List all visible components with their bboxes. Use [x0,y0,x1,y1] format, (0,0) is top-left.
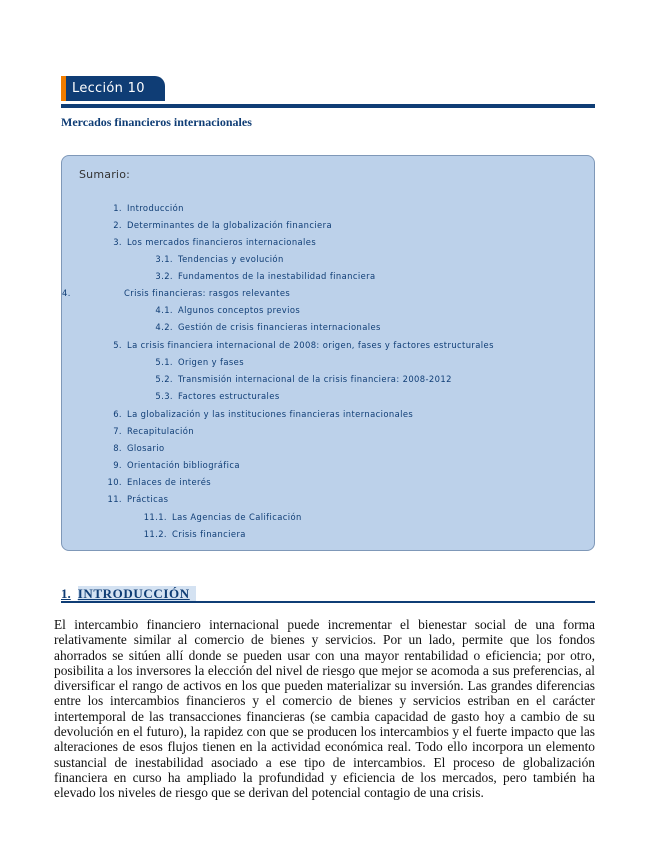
toc-item-text: La crisis financiera internacional de 2008: origen, fases y factores estructurales [127,340,494,350]
toc-item-text: La globalización y las instituciones financieras internacionales [127,409,414,419]
toc-item-4[interactable] [62,288,290,299]
summary-box [61,155,595,551]
toc-item-number: 3. [113,237,122,247]
toc-item-number: 11.2. [143,529,167,539]
toc-item-number: 1. [113,203,122,213]
toc-item-number: 2. [113,220,122,230]
lesson-subtitle: Mercados financieros internacionales [61,115,252,129]
toc-item-text: Prácticas [127,494,169,504]
toc-item-number: 3.2. [155,271,173,281]
toc-item-text: Algunos conceptos previos [178,305,301,315]
toc-item-number: 8. [113,443,122,453]
toc-item-text: Origen y fases [178,357,244,367]
toc-item-text: Tendencias y evolución [178,254,284,264]
toc-item-3-1[interactable] [133,254,284,265]
toc-item-6[interactable] [62,409,413,420]
toc-item-number: 5.2. [155,374,173,384]
toc-item-7[interactable] [62,426,194,437]
toc-item-text: Gestión de crisis financieras internacionales [178,322,381,332]
toc-item-number: 3.1. [155,254,173,264]
toc-item-number: 5.3. [155,391,173,401]
lesson-label: Lección 10 [61,76,165,101]
toc-item-text: Determinantes de la globalización financiera [127,220,332,230]
toc-item-4-2[interactable] [133,322,381,333]
toc-item-text: Fundamentos de la inestabilidad financiera [178,271,376,281]
toc-item-text: Crisis financieras: rasgos relevantes [124,288,291,298]
toc-item-text: Crisis financiera [172,529,246,539]
toc-item-text: Enlaces de interés [127,477,212,487]
toc-item-11-1[interactable] [127,512,302,523]
toc-item-1[interactable] [62,203,184,214]
toc-item-text: Introducción [127,203,184,213]
toc-item-5-1[interactable] [133,357,244,368]
toc-item-9[interactable] [62,460,240,471]
toc-item-number: 5.1. [155,357,173,367]
toc-item-text: Factores estructurales [178,391,280,401]
toc-item-number: 10. [107,477,122,487]
toc-item-10[interactable] [62,477,211,488]
toc-item-5-2[interactable] [133,374,452,385]
toc-item-number: 4. [62,288,71,298]
toc-item-number: 5. [113,340,122,350]
toc-item-number: 4.1. [155,305,173,315]
toc-item-text: Transmisión internacional de la crisis financiera: 2008-2012 [178,374,452,384]
lesson-divider [61,104,595,108]
toc-item-5-3[interactable] [133,391,280,402]
toc-item-text: Glosario [127,443,165,453]
toc-item-number: 11. [107,494,122,504]
toc-item-3-2[interactable] [133,271,376,282]
section-heading-introduccion [61,587,595,603]
toc-item-5[interactable] [62,340,494,351]
toc-item-2[interactable] [62,220,332,231]
toc-item-text: Las Agencias de Calificación [172,512,302,522]
toc-item-number: 9. [113,460,122,470]
toc-item-text: Orientación bibliográfica [127,460,240,470]
toc-item-text: Recapitulación [127,426,194,436]
toc-item-number: 11.1. [143,512,167,522]
toc-item-number: 4.2. [155,322,173,332]
toc-item-4-1[interactable] [133,305,300,316]
introduction-paragraph: El intercambio financiero internacional puede incrementar el bienestar social de una forma relativamente similar al comercio de bienes y servicios. Por un lado, permite que los fondos ahorrados se sitúen allí donde se pueden usar con una mayor rentabilidad o eficiencia; por otro, posibilita a los inversores la elección del nivel de riesgo que mejor se acomoda a sus preferencias, al diversificar el rango de activos en los que pueden materializar su inversión. Las grandes diferencias entre los intercambios financieros y el comercio de bienes y servicios estriban en el carácter intertemporal de las transacciones financieras (se cambia capacidad de gasto hoy a cambio de su devolución en el futuro), la rapidez con que se producen los intercambios y el fuerte impacto que las alteraciones de esos flujos tienen en la actividad económica real. Todo ello incorpora un elemento sustancial de inestabilidad asociado a ese tipo de intercambios. El proceso de globalización financiera en curso ha ampliado la profundidad y eficiencia de los mercados, pero también ha elevado los niveles de riesgo que se derivan del potencial contagio de una crisis. [54,617,595,801]
toc-item-number: 7. [113,426,122,436]
toc-item-text: Los mercados financieros internacionales [127,237,317,247]
toc-item-3[interactable] [62,237,316,248]
toc-item-11[interactable] [62,494,168,505]
section-title: INTRODUCCIÓN [78,586,196,601]
summary-title: Sumario: [79,168,131,181]
section-number: 1. [61,586,71,601]
toc-item-8[interactable] [62,443,165,454]
toc-item-11-2[interactable] [127,529,246,540]
toc-item-number: 6. [113,409,122,419]
